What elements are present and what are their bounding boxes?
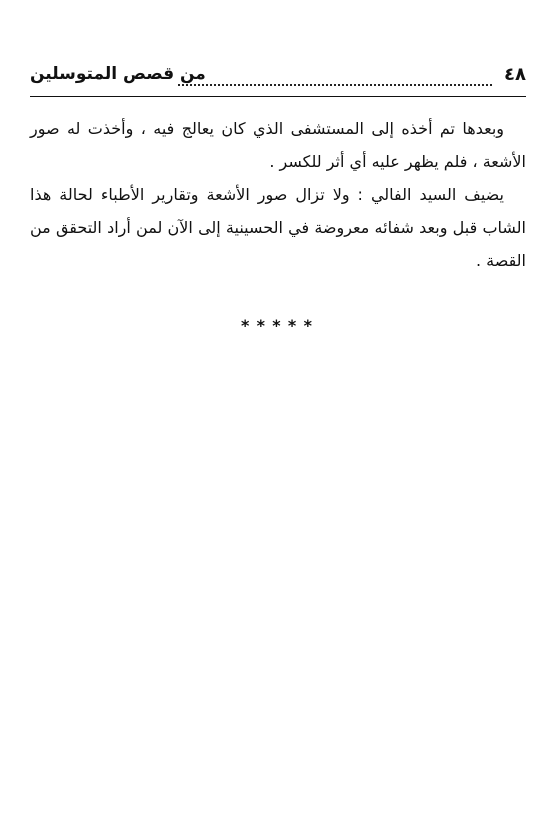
page-header [30, 60, 526, 94]
section-separator: ***** [240, 316, 319, 335]
page-number: ٤٨ [504, 64, 526, 85]
running-title: من قصص المتوسلين [30, 64, 206, 84]
header-dot-leader [178, 68, 492, 86]
paragraph-2: يضيف السيد الفالي : ولا تزال صور الأشعة وتقارير الأطباء لحالة هذا الشاب قبل وبعد شفائه معروضة في الحسينية إلى الآن لمن أراد التحقق من القصة . [30, 185, 526, 270]
paragraph-1: وبعدها تم أخذه إلى المستشفى الذي كان يعالج فيه ، وأخذت له صور الأشعة ، فلم يظهر عليه أي أثر للكسر . [30, 119, 526, 171]
header-rule [30, 96, 526, 97]
body-text [30, 112, 526, 277]
